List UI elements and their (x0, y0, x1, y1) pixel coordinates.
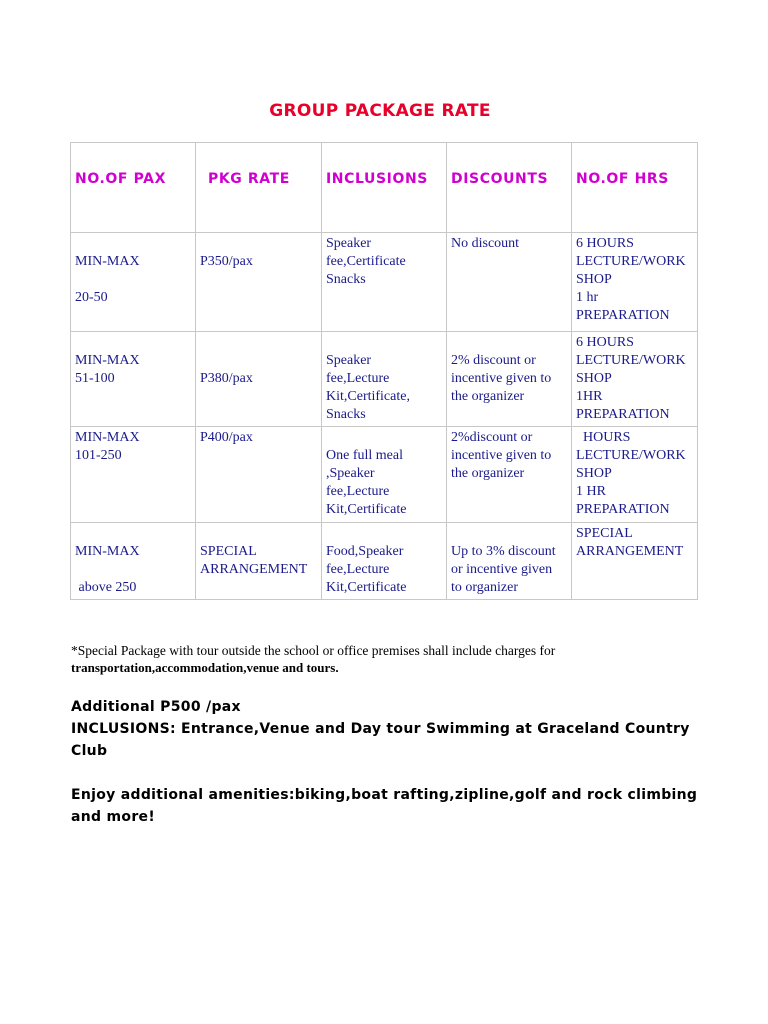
cell-line: One full meal (326, 448, 403, 463)
cell-discounts (447, 523, 572, 600)
table-row (71, 233, 698, 332)
cell-hours (572, 233, 698, 332)
header-hours: NO.OF HRS (572, 143, 698, 233)
rates-table (70, 142, 698, 600)
cell-line: PREPARATION (576, 502, 670, 517)
cell-line: P380/pax (200, 371, 253, 386)
special-package-note (71, 642, 711, 676)
cell-line (326, 429, 442, 447)
cell-line: Kit,Certificate (326, 580, 407, 595)
additional-inclusions: INCLUSIONS: Entrance,Venue and Day tour Swimming at Graceland Country Club (71, 721, 690, 759)
cell-line: P400/pax (200, 430, 253, 445)
cell-line: MIN-MAX (75, 430, 140, 445)
cell-line: SPECIAL (200, 544, 257, 559)
cell-rate (196, 523, 322, 600)
cell-line: No discount (451, 236, 520, 251)
cell-rate (196, 427, 322, 523)
cell-line: 1HR (576, 389, 603, 404)
cell-line: 101-250 (75, 448, 122, 463)
cell-line (200, 235, 317, 253)
cell-line: MIN-MAX (75, 544, 140, 559)
header-inclusions: INCLUSIONS (322, 143, 447, 233)
cell-line (200, 525, 317, 543)
cell-line: HOURS (576, 430, 631, 445)
cell-line: P350/pax (200, 254, 253, 269)
cell-line (326, 525, 442, 543)
cell-discounts (447, 427, 572, 523)
header-rate: PKG RATE (196, 143, 322, 233)
page-title: GROUP PACKAGE RATE (269, 101, 491, 121)
cell-line: fee,Lecture (326, 562, 390, 577)
cell-line: MIN-MAX (75, 254, 140, 269)
cell-line (75, 561, 191, 579)
cell-discounts (447, 233, 572, 332)
cell-line: SPECIAL (576, 526, 633, 541)
cell-line: 6 HOURS (576, 236, 634, 251)
additional-price: Additional P500 /pax (71, 699, 241, 715)
cell-line: LECTURE/WORK (576, 448, 686, 463)
cell-line: above 250 (75, 580, 137, 595)
cell-hours (572, 332, 698, 427)
cell-inclusions (322, 332, 447, 427)
cell-line (75, 334, 191, 352)
cell-line (200, 334, 317, 352)
cell-line: SHOP (576, 371, 612, 386)
cell-rate (196, 233, 322, 332)
table-row (71, 427, 698, 523)
cell-rate (196, 332, 322, 427)
cell-inclusions (322, 427, 447, 523)
cell-pax (71, 523, 196, 600)
table-row (71, 523, 698, 600)
cell-line: LECTURE/WORK (576, 254, 686, 269)
cell-line (75, 235, 191, 253)
cell-line: Speaker (326, 353, 372, 368)
cell-line (326, 334, 442, 352)
cell-line (75, 525, 191, 543)
cell-inclusions (322, 233, 447, 332)
cell-line: Up to 3% discount (451, 544, 556, 559)
cell-line: 1 HR (576, 484, 606, 499)
cell-line: Food,Speaker (326, 544, 404, 559)
cell-line: ARRANGEMENT (200, 562, 308, 577)
cell-line: incentive given to (451, 371, 552, 386)
cell-line: SHOP (576, 466, 612, 481)
cell-pax (71, 427, 196, 523)
cell-line (451, 525, 567, 543)
cell-line: SHOP (576, 272, 612, 287)
cell-line: PREPARATION (576, 407, 670, 422)
cell-discounts (447, 332, 572, 427)
cell-line (75, 271, 191, 289)
cell-pax (71, 233, 196, 332)
cell-line: the organizer (451, 466, 525, 481)
table-header-row (71, 143, 698, 233)
cell-line: ARRANGEMENT (576, 544, 684, 559)
additional-amenities: Enjoy additional amenities:biking,boat rafting,zipline,golf and rock climbing and more! (71, 787, 698, 825)
cell-line: Kit,Certificate, (326, 389, 410, 404)
cell-line: ,Speaker (326, 466, 375, 481)
cell-line: LECTURE/WORK (576, 353, 686, 368)
cell-line: Snacks (326, 407, 366, 422)
cell-line: incentive given to (451, 448, 552, 463)
cell-pax (71, 332, 196, 427)
cell-line: 6 HOURS (576, 335, 634, 350)
cell-line: 2% discount or (451, 353, 536, 368)
table-row (71, 332, 698, 427)
note-line-2: transportation,accommodation,venue and tours. (71, 660, 339, 675)
cell-line: fee,Lecture (326, 371, 390, 386)
cell-line: the organizer (451, 389, 525, 404)
cell-hours (572, 523, 698, 600)
cell-line: Snacks (326, 272, 366, 287)
cell-line: 51-100 (75, 371, 115, 386)
cell-line: Kit,Certificate (326, 502, 407, 517)
cell-line (451, 334, 567, 352)
additional-offer (71, 696, 711, 828)
header-pax: NO.OF PAX (71, 143, 196, 233)
cell-line: or incentive given (451, 562, 553, 577)
cell-hours (572, 427, 698, 523)
cell-line: to organizer (451, 580, 518, 595)
header-discounts: DISCOUNTS (447, 143, 572, 233)
note-line-1: *Special Package with tour outside the school or office premises shall include charges for (71, 643, 556, 658)
cell-line: fee,Certificate (326, 254, 406, 269)
cell-line: 1 hr (576, 290, 599, 305)
cell-line: PREPARATION (576, 308, 670, 323)
cell-line: 20-50 (75, 290, 108, 305)
cell-line (200, 352, 317, 370)
cell-inclusions (322, 523, 447, 600)
cell-line: Speaker (326, 236, 372, 251)
cell-line: 2%discount or (451, 430, 533, 445)
cell-line: fee,Lecture (326, 484, 390, 499)
cell-line: MIN-MAX (75, 353, 140, 368)
